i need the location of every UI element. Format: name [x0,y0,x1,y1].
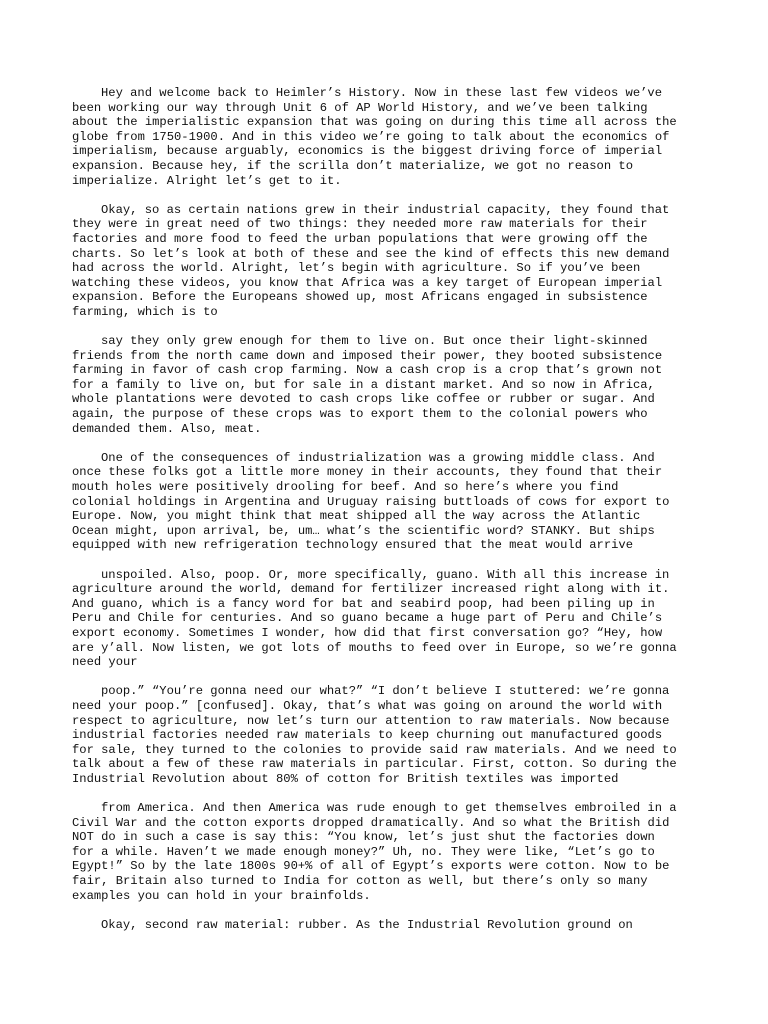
paragraph-guano: unspoiled. Also, poop. Or, more specifically, guano. With all this increase in agriculture around the world, demand for fertilizer increased right along with it. And guano, which is a fancy word for bat and seabird poop, had been piling up in Peru and Chile for centuries. And so guano became a huge part of Peru and Chile’s export economy. Sometimes I wonder, how did that first conversation go? “Hey, how are y’all. Now listen, we got lots of mouths to feed over in Europe, so we’re gonna need your [72,567,677,670]
paragraph-rubber: Okay, second raw material: rubber. As the Industrial Revolution ground on [101,917,633,932]
paragraph-cotton: from America. And then America was rude enough to get themselves embroiled in a Civil War and the cotton exports dropped dramatically. And so what the British did NOT do in such a case is say this: “You know, let’s just shut the factories down for a while. Haven’t we made enough money?” Uh, no. They were like, “Let’s go to Egypt!” So by the late 1800s 90+% of all of Egypt’s exports were cotton. Now to be fair, Britain also turned to India for cotton as well, but there’s only so many examples you can hold in your brainfolds. [72,801,677,903]
paragraph-cash-crops: say they only grew enough for them to live on. But once their light-skinned friends from the north came down and imposed their power, they booted subsistence farming in favor of cash crop farming. Now a cash crop is a crop that’s grown not for a family to live on, but for sale in a distant market. And so now in Africa, whole plantations were devoted to cash crops like coffee or rubber or sugar. And again, the purpose of these crops was to export them to the colonial powers who demanded them. Also, meat. [72,334,663,436]
paragraph-intro: Hey and welcome back to Heimler’s History. Now in these last few videos we’ve been working our way through Unit 6 of AP World History, and we’ve been talking about the imperialistic expansion that was going on during this time all across the globe from 1750-1900. And in this video we’re going to talk about the economics of imperialism, because arguably, economics is the biggest driving force of imperial expansion. Because hey, if the scrilla don’t materialize, we got no reason to imperialize. Alright let’s get to it. [72,86,677,188]
document-page [72,86,712,947]
paragraph-raw-materials: poop.” “You’re gonna need our what?” “I don’t believe I stuttered: we’re gonna need your poop.” [confused]. Okay, that’s what was going on around the world with respect to agriculture, now let’s turn our attention to raw materials. Now because industrial factories needed raw materials to keep churning out manufactured goods for sale, they turned to the colonies to provide said raw materials. And we need to talk about a few of these raw materials in particular. First, cotton. So during the Industrial Revolution about 80% of cotton for British textiles was imported [72,684,677,786]
paragraph-meat: One of the consequences of industrialization was a growing middle class. And once these folks got a little more money in their accounts, they found that their mouth holes were positively drooling for beef. And so here’s where you find colonial holdings in Argentina and Uruguay raising buttloads of cows for export to Europe. Now, you might think that meat shipped all the way across the Atlantic Ocean might, upon arrival, be, um… what’s the scientific word? STANKY. But ships equipped with new refrigeration technology ensured that the meat would arrive [72,450,670,553]
paragraph-industrial-needs: Okay, so as certain nations grew in their industrial capacity, they found that they were in great need of two things: they needed more raw materials for their factories and more food to feed the urban populations that were growing off the charts. So let’s look at both of these and see the kind of effects this new demand had across the world. Alright, let’s begin with agriculture. So if you’ve been watching these videos, you know that Africa was a key target of European imperial expansion. Before the Europeans showed up, most Africans engaged in subsistence farming, which is to [72,202,670,319]
